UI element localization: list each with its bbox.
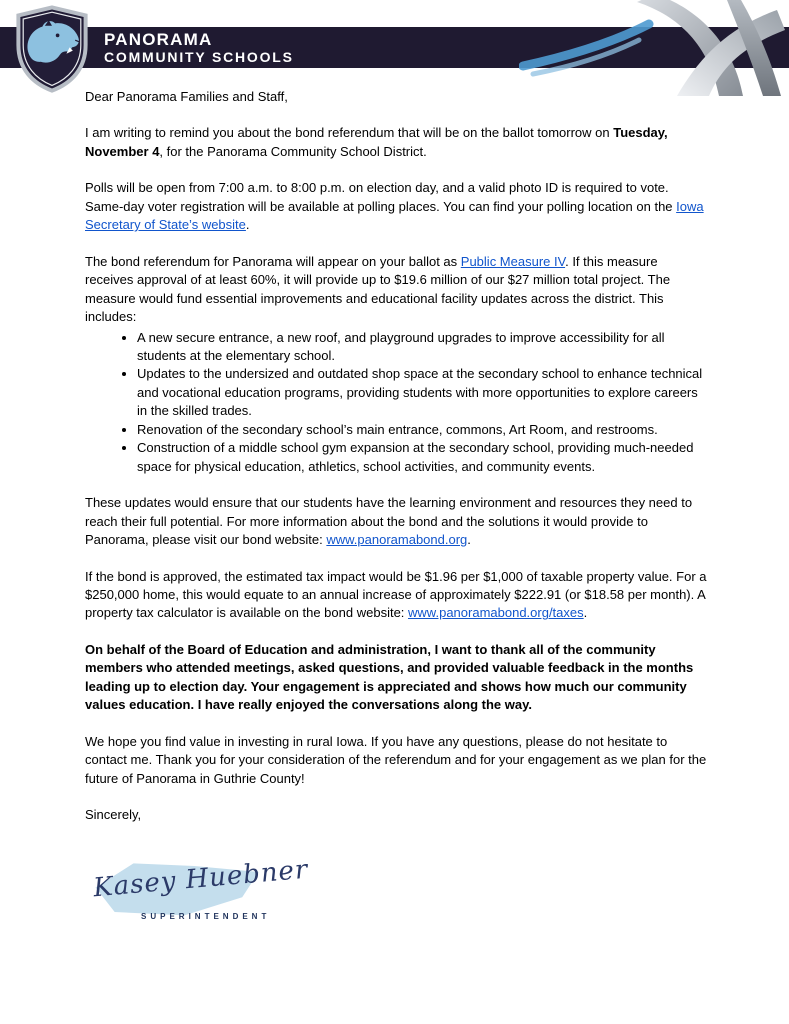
- text-segment: The bond referendum for Panorama will appear on your ballot as: [85, 253, 461, 269]
- text-segment: If the bond is approved, the estimated tax impact would be $1.96 per $1,000 of taxable property value. For a $250,000 home, this would equate to an annual increase of approximately $222.91 (or $18.58 per month). A property tax calculator is available on the bond website:: [85, 568, 707, 621]
- paragraph-intro: [85, 124, 709, 161]
- org-name-line1: PANORAMA: [104, 30, 213, 49]
- salutation: Dear Panorama Families and Staff,: [85, 89, 288, 104]
- paragraph-measure: [85, 253, 709, 327]
- sign-off: Sincerely,: [85, 807, 142, 823]
- tax-calculator-link[interactable]: www.panoramabond.org/taxes: [408, 605, 584, 621]
- paragraph-polls: [85, 179, 709, 234]
- paragraph-thanks: On behalf of the Board of Education and administration, I want to thank all of the community members who attended meetings, asked questions, and provided valuable feedback in the months leading up to election day. Your engagement is appreciated and shows how much our community values education. I have really enjoyed the conversations along the way.: [85, 641, 694, 713]
- election-date-bold: Tuesday, November 4: [85, 125, 668, 159]
- text-segment: , for the Panorama Community School District.: [159, 143, 427, 159]
- text-segment: .: [467, 532, 471, 548]
- org-name-line2: COMMUNITY SCHOOLS: [104, 48, 294, 65]
- sos-website-link[interactable]: Iowa Secretary of State’s website: [85, 198, 704, 233]
- text-segment: .: [245, 217, 250, 233]
- org-name: [104, 31, 294, 65]
- bullet-item-elementary: • A new secure entrance, a new roof, and playground upgrades to improve accessibility for all students at the elementary school.: [137, 329, 709, 366]
- text-segment: . If this measure receives approval of at least 60%, it will provide up to $19.6 million of our $27 million total project. The measure would fund essential improvements and educational facility updates across the district. This includes:: [85, 253, 671, 325]
- paragraph-updates: [85, 494, 709, 549]
- text-segment: These updates would ensure that our students have the learning environment and resources they need to reach their full potential. For more information about the bond and the solutions it would provide to Panorama, please visit our bond website:: [85, 495, 693, 548]
- bond-website-link[interactable]: www.panoramabond.org: [326, 532, 468, 548]
- project-bullet-list: [85, 329, 709, 477]
- ribbon-decoration-icon: [519, 0, 789, 98]
- panther-shield-logo-icon: [10, 5, 94, 93]
- letter-body: [85, 88, 709, 946]
- public-measure-link[interactable]: Public Measure IV: [460, 253, 566, 269]
- bullet-item-renovation: • Renovation of the secondary school’s main entrance, commons, Art Room, and restrooms.: [137, 421, 709, 439]
- signature-title: SUPERINTENDENT: [141, 911, 271, 921]
- signature-block: [85, 851, 345, 946]
- text-segment: Polls will be open from 7:00 a.m. to 8:00 p.m. on election day, and a valid photo ID is required to vote. Same-day voter registration will be available at polling places. You can find your polling location on the: [85, 180, 677, 214]
- bullet-item-shop-space: • Updates to the undersized and outdated shop space at the secondary school to enhance technical and vocational education programs, providing students with more opportunities to explore careers in the skilled trades.: [137, 365, 709, 420]
- paragraph-tax: [85, 568, 709, 623]
- text-segment: I am writing to remind you about the bond referendum that will be on the ballot tomorrow on: [85, 125, 614, 141]
- panther-eye: [56, 34, 60, 38]
- paragraph-closing: We hope you find value in investing in rural Iowa. If you have any questions, please do not hesitate to contact me. Thank you for your consideration of the referendum and for your engagement as we plan for the future of Panorama in Guthrie County!: [85, 733, 707, 786]
- text-segment: .: [583, 605, 588, 621]
- signature-name: Kasey Huebner: [92, 854, 310, 903]
- bullet-item-gym: • Construction of a middle school gym expansion at the secondary school, providing much-needed space for physical education, athletics, school activities, and community events.: [137, 439, 709, 476]
